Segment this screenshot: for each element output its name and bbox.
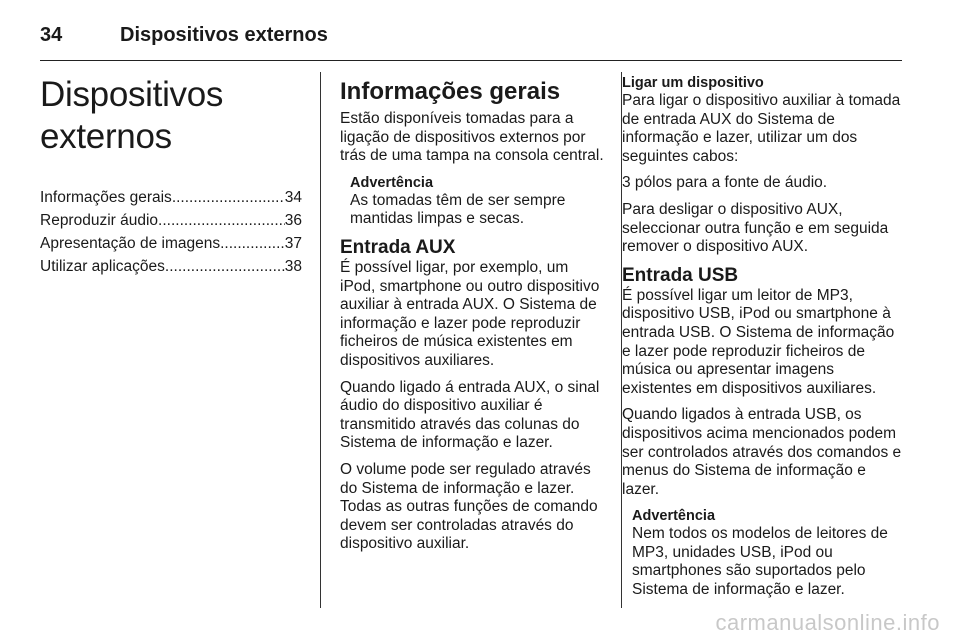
toc-entry[interactable] xyxy=(40,255,302,278)
toc-label: Reproduzir áudio xyxy=(40,212,159,229)
note-box xyxy=(632,507,904,599)
note-text: As tomadas têm de ser sempre mantidas limpas e secas. xyxy=(350,191,566,228)
toc-page: 38 xyxy=(284,258,302,275)
note-label: Advertência xyxy=(350,174,434,191)
toc-page: 34 xyxy=(284,189,302,206)
section-title-aux: Entrada AUX xyxy=(340,236,456,258)
connect-paragraph: Para ligar o dispositivo auxiliar à tomada de entrada AUX do Sistema de informação e lazer, utilizar um dos seguintes cabos: xyxy=(622,92,901,165)
toc-leader xyxy=(220,232,285,255)
aux-paragraph: É possível ligar, por exemplo, um iPod, smartphone ou outro dispositivo auxiliar à entrada AUX. O Sistema de informação e lazer pode reproduzir ficheiros de música existentes em dispositivos auxiliares. xyxy=(340,258,600,369)
toc-label: Utilizar aplicações xyxy=(40,258,165,275)
toc-page: 36 xyxy=(284,212,302,229)
toc-entry[interactable] xyxy=(40,186,302,209)
connect-paragraph: Para desligar o dispositivo AUX, seleccionar outra função e em seguida remover o dispositivo AUX. xyxy=(622,200,889,256)
usb-paragraph: É possível ligar um leitor de MP3, dispositivo USB, iPod ou smartphone à entrada USB. O Sistema de informação e lazer pode reproduzir ficheiros de música ou apresentar imagens existentes em dispositivos auxiliares. xyxy=(622,286,895,397)
note-label: Advertência xyxy=(632,508,716,525)
watermark: carmanualsonline.info xyxy=(715,610,940,635)
middle-column xyxy=(340,60,604,562)
toc-leader xyxy=(158,209,285,232)
toc-entry[interactable] xyxy=(40,232,302,255)
connect-paragraph: 3 pólos para a fonte de áudio. xyxy=(622,174,828,192)
right-column xyxy=(622,60,904,608)
section-title-general-info: Informações gerais xyxy=(340,78,561,105)
subsection-title-connect: Ligar um dispositivo xyxy=(622,75,764,91)
note-text: Nem todos os modelos de leitores de MP3, unidades USB, iPod ou smartphones são suportados pelo Sistema de informação e lazer. xyxy=(632,525,888,599)
running-title: Dispositivos externos xyxy=(120,24,328,46)
note-box xyxy=(350,174,604,229)
general-info-intro: Estão disponíveis tomadas para a ligação de dispositivos externos por trás de uma tampa na consola central. xyxy=(340,110,604,165)
aux-paragraph: Quando ligado á entrada AUX, o sinal áudio do dispositivo auxiliar é transmitido através das colunas do Sistema de informação e lazer. xyxy=(340,378,600,452)
usb-paragraph: Quando ligados à entrada USB, os dispositivos acima mencionados podem ser controlados através dos comandos e menus do Sistema de informação e lazer. xyxy=(622,406,902,498)
toc-entry[interactable] xyxy=(40,209,302,232)
page-number: 34 xyxy=(40,24,63,46)
aux-paragraph: O volume pode ser regulado através do Sistema de informação e lazer. Todas as outras funções de comando devem ser controladas através do dispositivo auxiliar. xyxy=(340,460,598,553)
section-title-usb: Entrada USB xyxy=(622,264,739,286)
table-of-contents xyxy=(40,186,302,278)
toc-label: Informações gerais xyxy=(40,189,172,206)
toc-label: Apresentação de imagens xyxy=(40,235,221,252)
toc-page: 37 xyxy=(284,235,302,252)
toc-leader xyxy=(172,186,285,209)
page-header xyxy=(40,16,902,61)
column-divider xyxy=(320,72,321,608)
chapter-column xyxy=(40,60,302,278)
toc-leader xyxy=(165,255,285,278)
chapter-title: Dispositivos externos xyxy=(40,75,224,156)
